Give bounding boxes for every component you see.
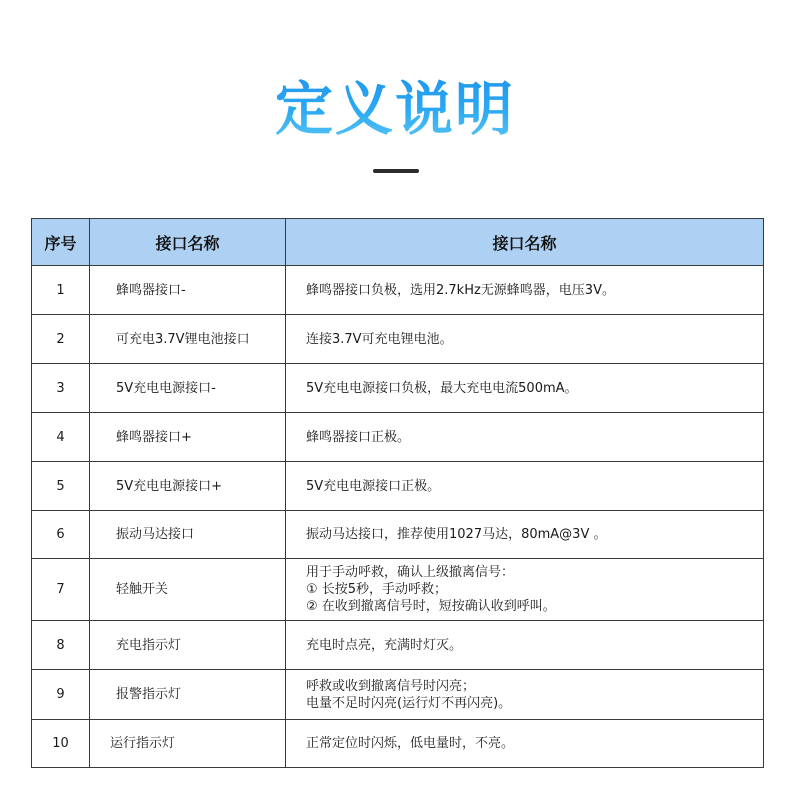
row-name: 可充电3.7V锂电池接口 [90, 315, 286, 364]
row-name: 报警指示灯 [90, 670, 286, 720]
description-line: ① 长按5秒，手动呼救； [306, 582, 448, 597]
row-number: 10 [32, 720, 90, 768]
header-number: 序号 [32, 219, 90, 266]
description-line: ② 在收到撤离信号时，短按确认收到呼叫。 [306, 599, 556, 614]
table-row [32, 462, 764, 511]
row-number: 7 [32, 559, 90, 621]
table-row [32, 720, 764, 768]
row-description [286, 720, 764, 768]
table-row [32, 621, 764, 670]
row-number: 9 [32, 670, 90, 720]
row-name: 振动马达接口 [90, 511, 286, 559]
row-name: 充电指示灯 [90, 621, 286, 670]
row-name: 轻触开关 [90, 559, 286, 621]
description-line: 蜂鸣器接口正极。 [306, 429, 411, 445]
table-row [32, 670, 764, 720]
description-line: 5V充电电源接口正极。 [306, 478, 441, 494]
table-row [32, 559, 764, 621]
table-row [32, 364, 764, 413]
title-divider [373, 169, 419, 173]
row-description [286, 462, 764, 511]
table-row [32, 315, 764, 364]
row-name: 蜂鸣器接口- [90, 266, 286, 315]
row-number: 2 [32, 315, 90, 364]
description-line: 充电时点亮，充满时灯灭。 [306, 637, 463, 653]
description-line: 正常定位时闪烁，低电量时，不亮。 [306, 736, 515, 751]
row-number: 4 [32, 413, 90, 462]
row-number: 3 [32, 364, 90, 413]
row-description [286, 559, 764, 621]
row-number: 6 [32, 511, 90, 559]
table-row [32, 266, 764, 315]
table-header-row [32, 219, 764, 266]
row-description [286, 511, 764, 559]
row-name: 运行指示灯 [90, 720, 286, 768]
row-number: 5 [32, 462, 90, 511]
description-line: 连接3.7V可充电锂电池。 [306, 331, 453, 347]
description-line: 振动马达接口，推荐使用1027马达，80mA@3V 。 [306, 527, 607, 542]
header-interface-name: 接口名称 [90, 219, 286, 266]
table-row [32, 511, 764, 559]
row-description [286, 621, 764, 670]
row-name: 蜂鸣器接口+ [90, 413, 286, 462]
row-number: 8 [32, 621, 90, 670]
row-name: 5V充电电源接口+ [90, 462, 286, 511]
row-name: 5V充电电源接口- [90, 364, 286, 413]
page-title: 定义说明 [0, 62, 790, 146]
row-number: 1 [32, 266, 90, 315]
row-description [286, 670, 764, 720]
description-line: 电量不足时闪亮(运行灯不再闪亮)。 [306, 695, 512, 711]
description-line: 5V充电电源接口负极，最大充电电流500mA。 [306, 380, 578, 396]
row-description [286, 413, 764, 462]
header-interface-description: 接口名称 [286, 219, 764, 266]
row-description [286, 266, 764, 315]
definition-table [31, 218, 764, 768]
description-line: 蜂鸣器接口负极，选用2.7kHz无源蜂鸣器，电压3V。 [306, 282, 615, 298]
table-row [32, 413, 764, 462]
description-line: 呼救或收到撤离信号时闪亮； [306, 678, 476, 694]
description-line: 用于手动呼救，确认上级撤离信号： [306, 565, 515, 580]
row-description [286, 315, 764, 364]
row-description [286, 364, 764, 413]
